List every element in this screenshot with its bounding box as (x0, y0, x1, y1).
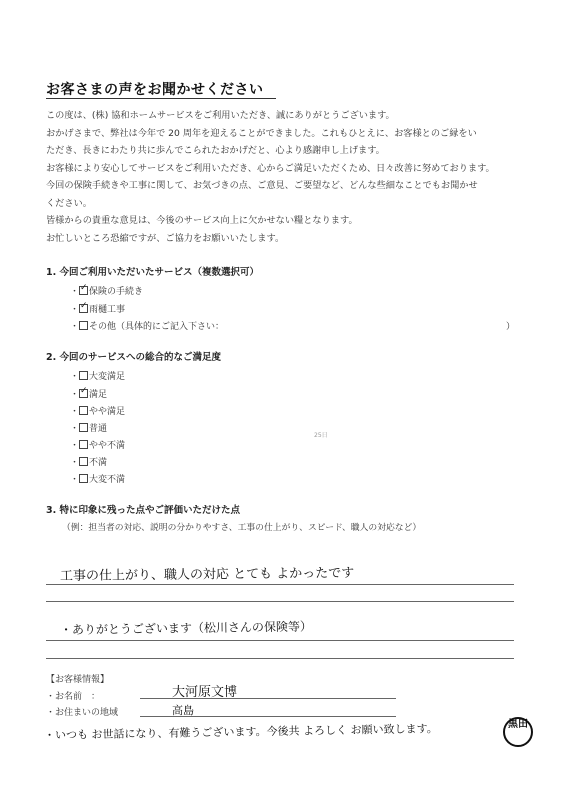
answer-line (46, 658, 514, 659)
checkbox[interactable] (79, 406, 88, 415)
intro-line: 今回の保険手続きや工事に関して、お気づきの点、ご意見、ご要望など、どんな些細なことでもお聞かせ (46, 180, 478, 191)
checkbox[interactable] (79, 423, 88, 432)
q2-option[interactable]: ・ 普通 (70, 424, 108, 434)
handwritten-answer-2: ・ありがとうございます（松川さんの保険等） (59, 619, 313, 637)
page-title: お客さまの声をお聞かせください (46, 82, 264, 98)
answer-line (46, 640, 514, 641)
q2-option[interactable]: ・✓ 満足 (70, 387, 107, 400)
q2-option[interactable]: ・ 大変満足 (70, 372, 126, 382)
name-label: ・お名前 ： (46, 692, 101, 702)
customer-info-heading: 【お客様情報】 (46, 675, 110, 685)
checkbox[interactable] (79, 440, 88, 449)
intro-line: 皆様からの貴重な意見は、今後のサービス向上に欠かせない糧となります。 (46, 215, 358, 226)
q1-option-gutter[interactable]: ・✓ 雨樋工事 (70, 302, 125, 315)
handwritten-comment: ・いつも お世話になり、有難うございます。今後共 よろしく お願い致します。 (43, 722, 438, 742)
answer-line (46, 584, 514, 585)
name-field-line (140, 698, 396, 699)
handwritten-answer-1: 工事の仕上がり、職人の対応 とても よかったです (59, 565, 355, 584)
title-underline (46, 98, 276, 99)
margin-note: 25日 (314, 432, 328, 439)
checkbox[interactable] (79, 474, 88, 483)
intro-line: ただき、長きにわたり共に歩んでこられたおかげだと、心より感謝申し上げます。 (46, 145, 385, 156)
intro-text (46, 107, 536, 247)
q2-option[interactable]: ・ やや満足 (70, 407, 126, 417)
intro-line: おかげさまで、弊社は今年で 20 周年を迎えることができました。これもひとえに、お客様とのご縁をい (46, 127, 477, 139)
seal-stamp: 黒田 (503, 717, 533, 747)
intro-line: お客様により安心してサービスをご利用いただき、心からご満足いただくため、日々改善に努めております。 (46, 162, 495, 174)
intro-line: ください。 (46, 197, 92, 209)
intro-line: この度は、(株) 協和ホームサービスをご利用いただき、誠にありがとうございます。 (46, 110, 395, 121)
q2-option[interactable]: ・ やや不満 (70, 441, 126, 451)
checkbox[interactable] (79, 371, 88, 380)
checkbox-checked[interactable] (79, 304, 88, 313)
answer-line (46, 601, 514, 602)
q2-title: 2. 今回のサービスへの総合的なご満足度 (46, 352, 222, 363)
q1-close-paren: ） (506, 322, 516, 332)
q2-option[interactable]: ・ 不満 (70, 458, 108, 468)
name-value[interactable]: 大河原文博 (172, 685, 238, 700)
checkbox-checked[interactable] (79, 286, 88, 295)
area-field-line (140, 716, 396, 717)
intro-line: お忙しいところ恐縮ですが、ご協力をお願いいたします。 (46, 232, 285, 244)
area-label: ・お住まいの地域 (46, 708, 119, 718)
q3-title: 3. 特に印象に残った点やご評価いただけた点 (46, 505, 241, 516)
q2-option[interactable]: ・ 大変不満 (70, 475, 126, 485)
q1-option-other[interactable]: ・ その他（具体的にご記入下さい： (70, 322, 225, 332)
q3-example: （例：担当者の対応、説明の分かりやすさ、工事の仕上がり、スピード、職人の対応など） (62, 523, 422, 533)
checkbox[interactable] (79, 321, 88, 330)
q1-option-insurance[interactable]: ・✓ 保険の手続き (70, 284, 143, 297)
q1-title: 1. 今回ご利用いただいたサービス（複数選択可） (46, 267, 260, 278)
checkbox[interactable] (79, 457, 88, 466)
checkbox-checked[interactable] (79, 389, 88, 398)
area-value[interactable]: 高島 (172, 704, 194, 717)
